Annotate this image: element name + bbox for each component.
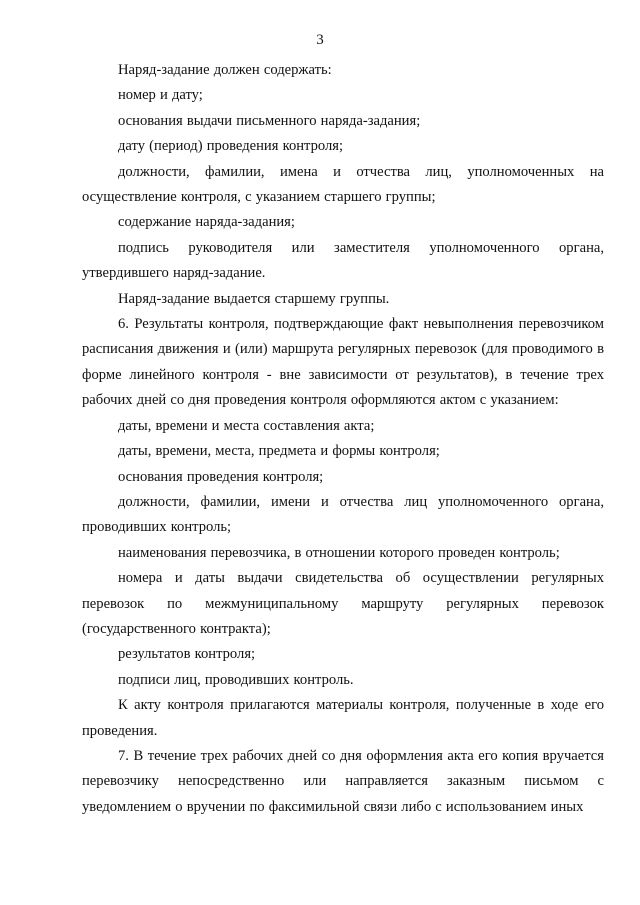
list-item: подписи лиц, проводивших контроль. [118, 671, 354, 688]
numbered-paragraph: 6. Результаты контроля, подтверждающие факт невыполнения перевозчиком расписания движения и (или) маршрута регулярных перевозок (для проводимого в форме линейного контроля - вне зависимости от результатов), в течение трех рабочих дней со дня проведения контроля оформляются актом с указанием: [82, 316, 604, 409]
list-item: основания выдачи письменного наряда-задания; [118, 112, 421, 129]
document-body [82, 58, 604, 820]
list-item: наименования перевозчика, в отношении которого проведен контроль; [118, 544, 560, 561]
list-item: подпись руководителя или заместителя уполномоченного органа, утвердившего наряд-задание. [82, 239, 604, 282]
list-item: основания проведения контроля; [118, 468, 324, 485]
list-item: должности, фамилии, имена и отчества лиц, уполномоченных на осуществление контроля, с указанием старшего группы; [82, 163, 604, 206]
paragraph: Наряд-задание должен содержать: [118, 62, 332, 78]
list-item: номер и дату; [118, 87, 203, 104]
paragraph: К акту контроля прилагаются материалы контроля, полученные в ходе его проведения. [82, 697, 604, 739]
list-item: даты, времени и места составления акта; [118, 417, 375, 434]
list-item: дату (период) проведения контроля; [118, 138, 344, 155]
list-item: должности, фамилии, имени и отчества лиц уполномоченного органа, проводивших контроль; [82, 493, 604, 536]
list-item: результатов контроля; [118, 646, 256, 663]
list-item: даты, времени, места, предмета и формы контроля; [118, 443, 440, 460]
numbered-paragraph: 7. В течение трех рабочих дней со дня оформления акта его копия вручается перевозчику непосредственно или направляется заказным письмом с уведомлением о вручении по факсимильной связи либо с использованием иных [82, 747, 604, 815]
list-item: номера и даты выдачи свидетельства об осуществлении регулярных перевозок по межмуниципальному маршруту регулярных перевозок (государственного контракта); [82, 570, 604, 637]
list-item: содержание наряда-задания; [118, 214, 295, 231]
page-number: 3 [316, 32, 324, 48]
paragraph: Наряд-задание выдается старшему группы. [118, 290, 390, 307]
